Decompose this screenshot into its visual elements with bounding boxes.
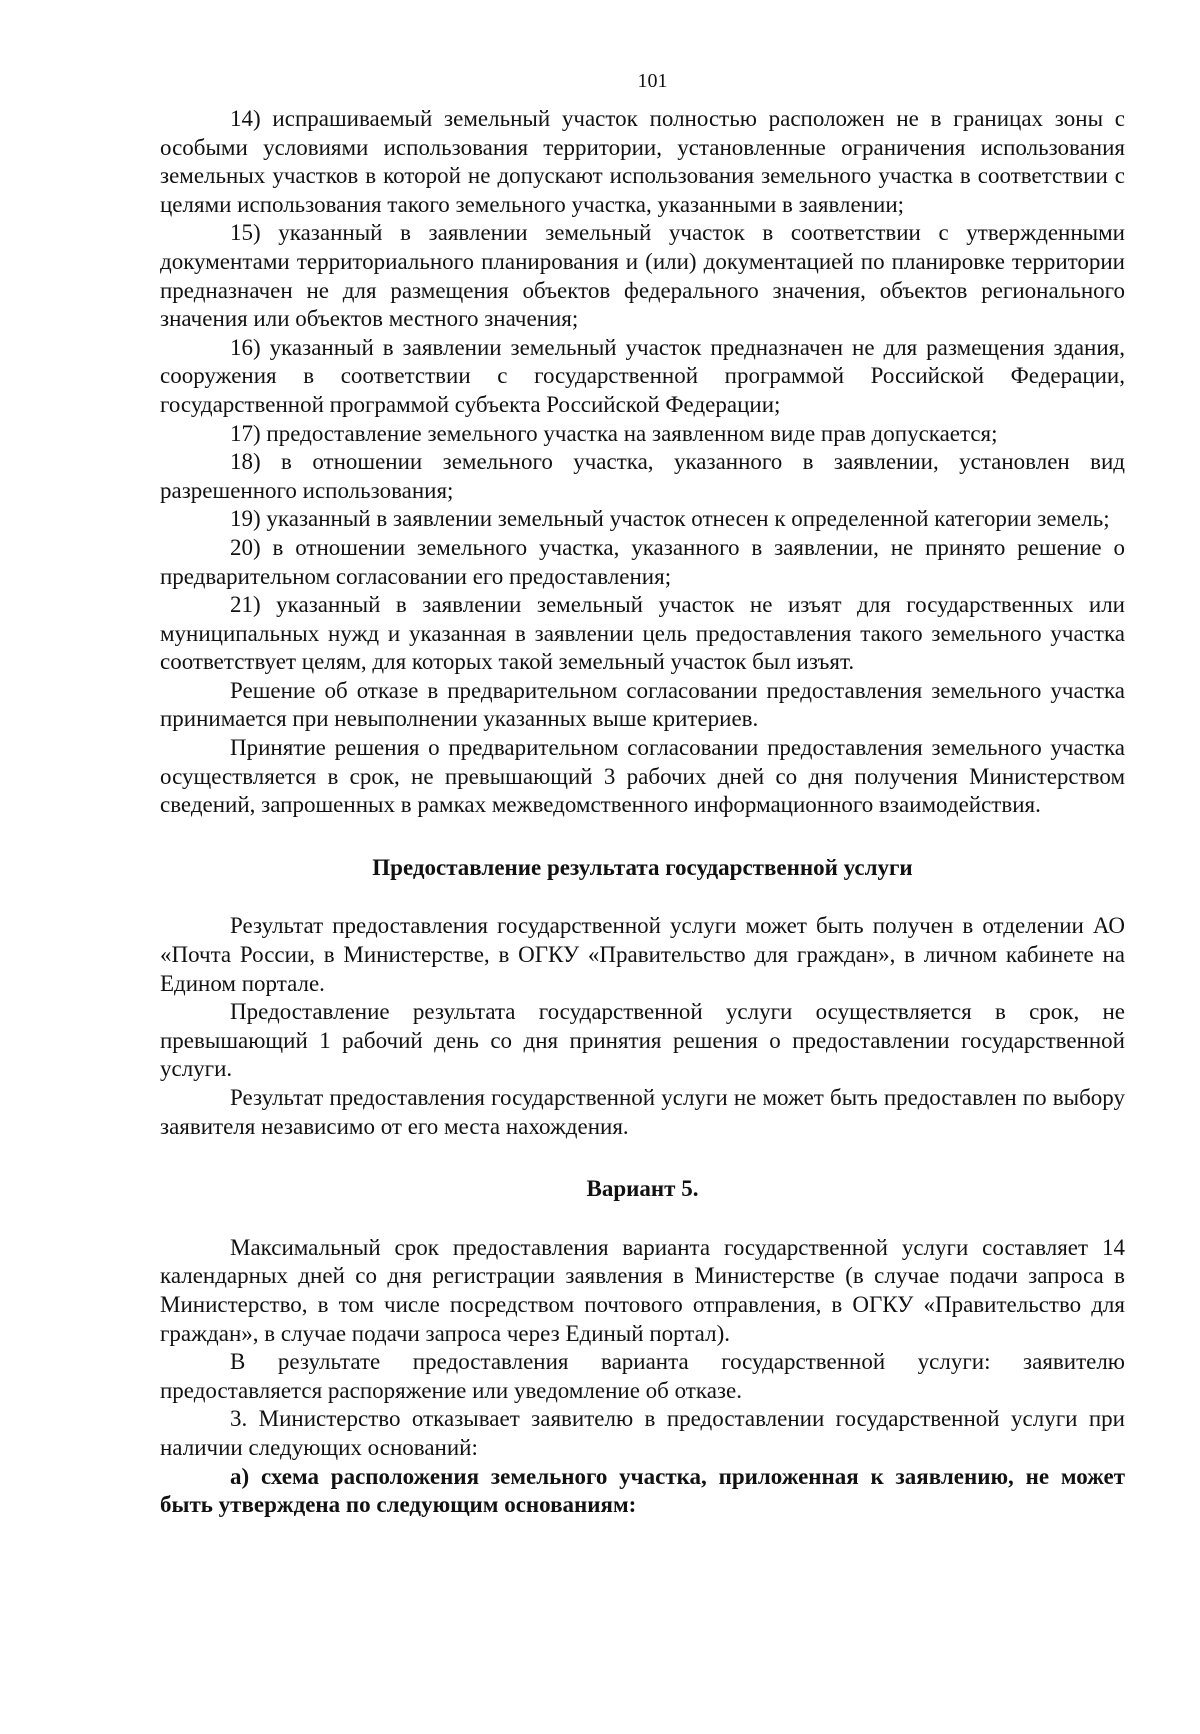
paragraph-criterion-17: 17) предоставление земельного участка на заявленном виде прав допускается; — [230, 420, 998, 446]
section-heading-result: Предоставление результата государственной услуги — [372, 854, 913, 880]
paragraph-result-location: Результат предоставления государственной услуги не может быть предоставлен по выбору заявителя независимо от его места нахождения. — [160, 1085, 1125, 1139]
paragraph-scheme-grounds: а) схема расположения земельного участка, приложенная к заявлению, не может быть утверждена по следующим основаниям: — [160, 1463, 1125, 1518]
paragraph-refusal-decision: Решение об отказе в предварительном согласовании предоставления земельного участка принимается при невыполнении указанных выше критериев. — [160, 677, 1125, 732]
page-number: 101 — [637, 70, 668, 92]
paragraph-criterion-20: 20) в отношении земельного участка, указанного в заявлении, не принято решение о предварительном согласовании его предоставления; — [160, 534, 1125, 589]
paragraph-refusal-grounds: 3. Министерство отказывает заявителю в предоставлении государственной услуги при наличии следующих оснований: — [160, 1406, 1125, 1460]
paragraph-decision-term: Принятие решения о предварительном согласовании предоставления земельного участка осуществляется в срок, не превышающий 3 рабочих дней со дня получения Министерством сведений, запрошенных в рамках межведомственного информационного взаимодействия. — [160, 735, 1125, 818]
paragraph-result-receipt: Результат предоставления государственной услуги может быть получен в отделении АО «Почта России, в Министерстве, в ОГКУ «Правительство для граждан», в личном кабинете на Едином портале. — [160, 913, 1125, 996]
section-heading-variant-5: Вариант 5. — [586, 1176, 699, 1202]
paragraph-criterion-15: 15) указанный в заявлении земельный участок в соответствии с утвержденными документами территориального планирования и (или) документацией по планировке территории предназначен не для размещения объектов федерального значения, объектов регионального значения или объектов местного значения; — [160, 220, 1125, 332]
paragraph-criterion-19: 19) указанный в заявлении земельный участок отнесен к определенной категории земель; — [230, 506, 1110, 532]
paragraph-variant-result: В результате предоставления варианта государственной услуги: заявителю предоставляется распоряжение или уведомление об отказе. — [160, 1349, 1125, 1403]
paragraph-result-term: Предоставление результата государственной услуги осуществляется в срок, не превышающий 1 рабочий день со дня принятия решения о предоставлении государственной услуги. — [160, 999, 1125, 1082]
paragraph-criterion-14: 14) испрашиваемый земельный участок полностью расположен не в границах зоны с особыми условиями использования территории, установленные ограничения использования земельных участков в которой не допускают использования земельного участка в соответствии с целями использования такого земельного участка, указанными в заявлении; — [160, 106, 1125, 217]
paragraph-criterion-16: 16) указанный в заявлении земельный участок предназначен не для размещения здания, сооружения в соответствии с государственной программой Российской Федерации, государственной программой субъекта Российской Федерации; — [160, 334, 1125, 417]
paragraph-criterion-21: 21) указанный в заявлении земельный участок не изъят для государственных или муниципальных нужд и указанная в заявлении цель предоставления такого земельного участка соответствует целям, для которых такой земельный участок был изъят. — [160, 592, 1125, 675]
document-page — [160, 70, 1125, 1520]
paragraph-criterion-18: 18) в отношении земельного участка, указанного в заявлении, установлен вид разрешенного использования; — [160, 449, 1125, 503]
paragraph-max-term: Максимальный срок предоставления варианта государственной услуги составляет 14 календарных дней со дня регистрации заявления в Министерстве (в случае подачи запроса в Министерство, в том числе посредством почтового отправления, в ОГКУ «Правительство для граждан», в случае подачи запроса через Единый портал). — [160, 1234, 1125, 1346]
